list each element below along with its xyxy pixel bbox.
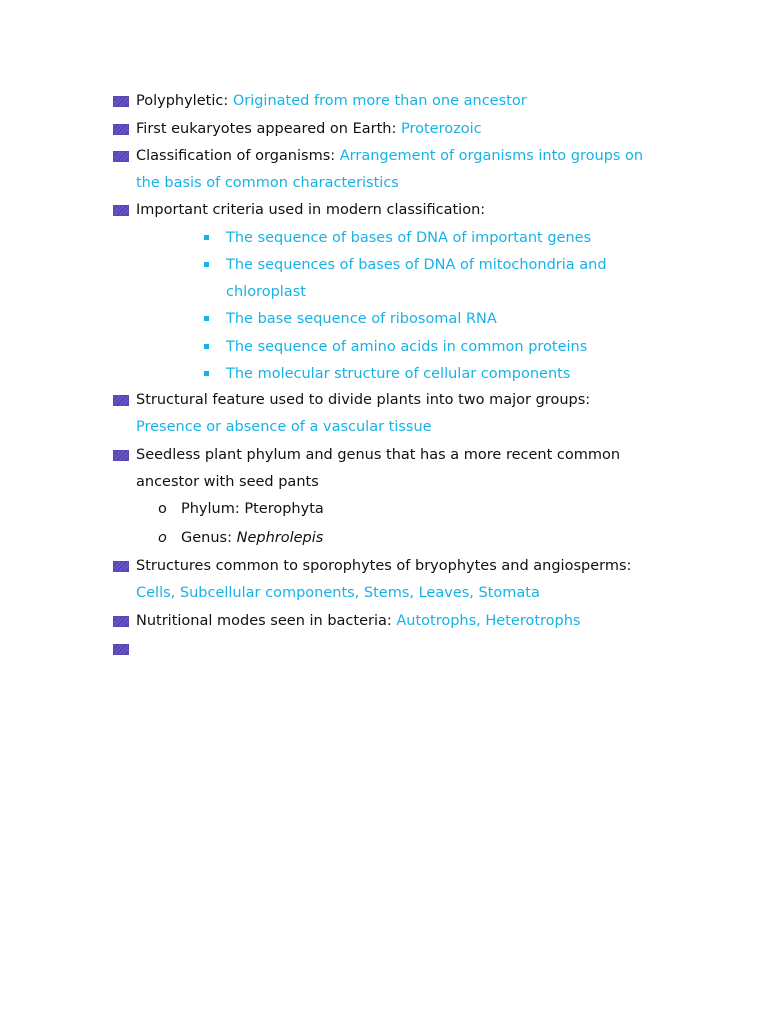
square-bullet-icon [204,344,209,349]
item-answer-continued: the basis of common characteristics [136,175,399,191]
list-item: Seedless plant phylum and genus that has a more recent common [136,447,621,463]
item-label: Nutritional modes seen in bacteria: [136,613,392,629]
list-bullet-icon [113,616,129,627]
list-item [136,116,696,143]
genus-label: Genus: [181,530,232,546]
list-bullet-icon [113,205,129,216]
list-bullet-icon [113,124,129,135]
list-item: Structural feature used to divide plants into two major groups: [136,392,591,408]
square-bullet-icon [204,316,209,321]
list-item [136,88,696,115]
genus-line [181,525,323,552]
item-label: Important criteria used in modern classification: [136,202,486,218]
square-bullet-icon [204,371,209,376]
sub-list-item: The base sequence of ribosomal RNA [226,311,497,327]
sub-list-item: The sequences of bases of DNA of mitochondria and [226,257,607,273]
list-bullet-icon [113,151,129,162]
sub-list-item: The sequence of amino acids in common proteins [226,339,588,355]
list-bullet-icon [113,561,129,572]
item-label: Classification of organisms: [136,148,336,164]
list-bullet-icon [113,644,129,655]
phylum-label: Phylum: [181,501,240,517]
item-answer: Proterozoic [400,121,482,137]
list-item-continued: ancestor with seed pants [136,474,319,490]
list-item: Structures common to sporophytes of bryophytes and angiosperms: [136,558,632,574]
sub-list-item: The sequence of bases of DNA of important genes [226,230,592,246]
item-answer: Presence or absence of a vascular tissue [136,419,432,435]
square-bullet-icon [204,262,209,267]
list-bullet-icon [113,395,129,406]
list-bullet-icon [113,450,129,461]
item-answer: Cells, Subcellular components, Stems, Leaves, Stomata [136,585,540,601]
circle-bullet-icon: o [158,530,167,546]
item-answer: Originated from more than one ancestor [232,93,527,109]
genus-value: Nephrolepis [236,530,324,546]
square-bullet-icon [204,235,209,240]
list-item [136,143,696,170]
sub-list-item-continued: chloroplast [226,284,306,300]
sub-list-item: The molecular structure of cellular components [226,366,571,382]
phylum-line [181,496,324,523]
item-answer: Arrangement of organisms into groups on [339,148,644,164]
item-label: Polyphyletic: [136,93,229,109]
phylum-value: Pterophyta [244,501,324,517]
item-answer: Autotrophs, Heterotrophs [396,613,581,629]
list-bullet-icon [113,96,129,107]
circle-bullet-icon: o [158,501,167,517]
item-label: First eukaryotes appeared on Earth: [136,121,397,137]
list-item [136,197,696,224]
list-item [136,608,696,635]
